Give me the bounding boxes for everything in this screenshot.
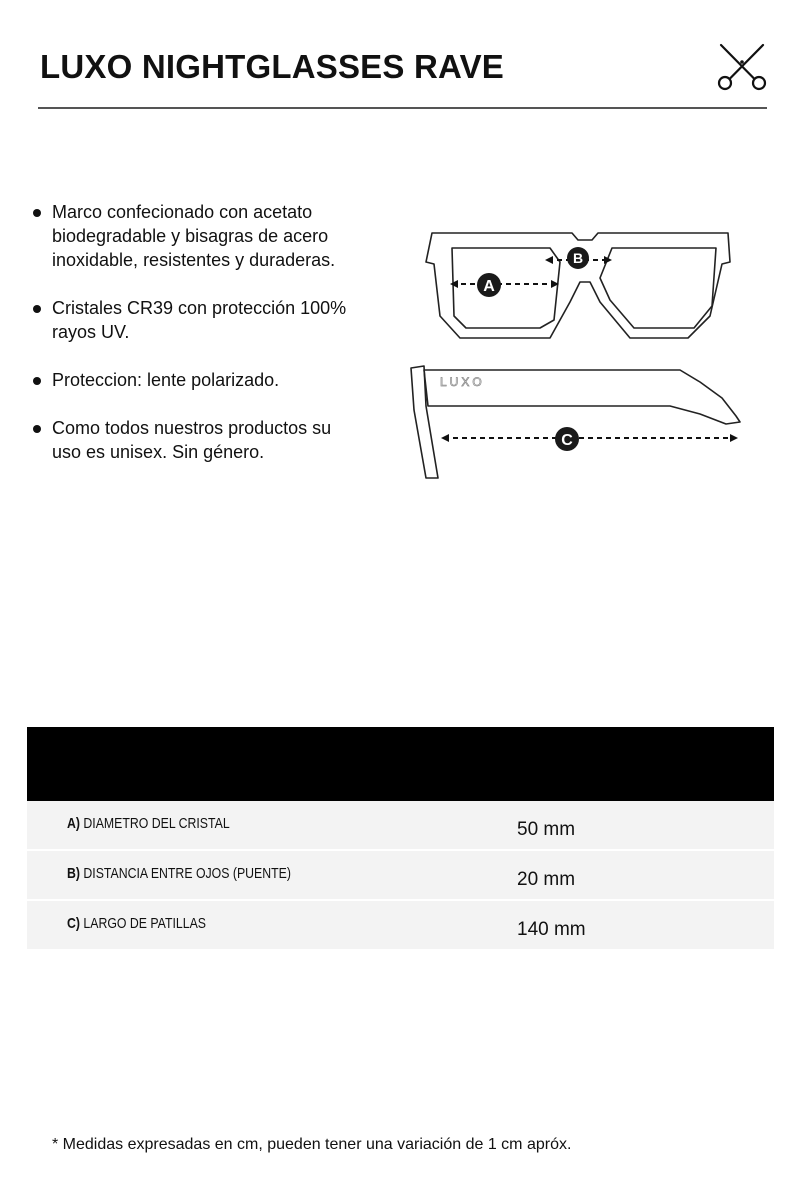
- feature-item: [32, 368, 352, 392]
- table-row: [27, 801, 774, 851]
- feature-text: Marco confecionado con acetato biodegradable y bisagras de acero inoxidable, resistentes y duraderas.: [52, 202, 336, 270]
- title-divider: [38, 107, 767, 109]
- measurements-table: [27, 727, 774, 951]
- glasses-diagram: [400, 220, 760, 490]
- feature-item: [32, 200, 352, 272]
- spec-label: [67, 915, 206, 932]
- marker-a: A: [483, 278, 495, 295]
- feature-text: Cristales CR39 con protección 100% rayos UV.: [52, 298, 347, 342]
- arrowhead-a-left: [450, 280, 458, 288]
- spec-key: A): [67, 815, 80, 832]
- footnote: * Medidas expresadas en cm, pueden tener una variación de 1 cm apróx.: [52, 1136, 572, 1153]
- arrowhead-c-right: [730, 434, 738, 442]
- scissors-icon: [716, 42, 768, 92]
- page-title: LUXO NIGHTGLASSES RAVE: [40, 48, 504, 85]
- arrowhead-b-left: [545, 256, 553, 264]
- marker-b: B: [572, 250, 584, 266]
- table-row: [27, 901, 774, 951]
- spec-key: C): [67, 915, 80, 932]
- feature-item: [32, 416, 352, 464]
- spec-value: 140 mm: [517, 919, 586, 940]
- marker-c: C: [561, 432, 573, 449]
- feature-list: [32, 200, 352, 488]
- spec-value: 50 mm: [517, 819, 576, 840]
- feature-text: Proteccion: lente polarizado.: [52, 370, 280, 390]
- spec-label: [67, 865, 291, 882]
- spec-name: DIAMETRO DEL CRISTAL: [83, 815, 230, 832]
- spec-name: DISTANCIA ENTRE OJOS (PUENTE): [83, 865, 291, 882]
- bullet-icon: [33, 425, 41, 433]
- spec-key: B): [67, 865, 80, 882]
- bullet-icon: [33, 209, 41, 217]
- bullet-icon: [33, 305, 41, 313]
- feature-text: Como todos nuestros productos su uso es unisex. Sin género.: [52, 418, 332, 462]
- table-row: [27, 851, 774, 901]
- spec-value: 20 mm: [517, 869, 576, 890]
- bullet-icon: [33, 377, 41, 385]
- arrowhead-c-left: [441, 434, 449, 442]
- temple-brand: LUXO: [440, 375, 485, 389]
- table-header-bar: [27, 727, 774, 801]
- spec-name: LARGO DE PATILLAS: [83, 915, 206, 932]
- feature-item: [32, 296, 352, 344]
- spec-label: [67, 815, 230, 832]
